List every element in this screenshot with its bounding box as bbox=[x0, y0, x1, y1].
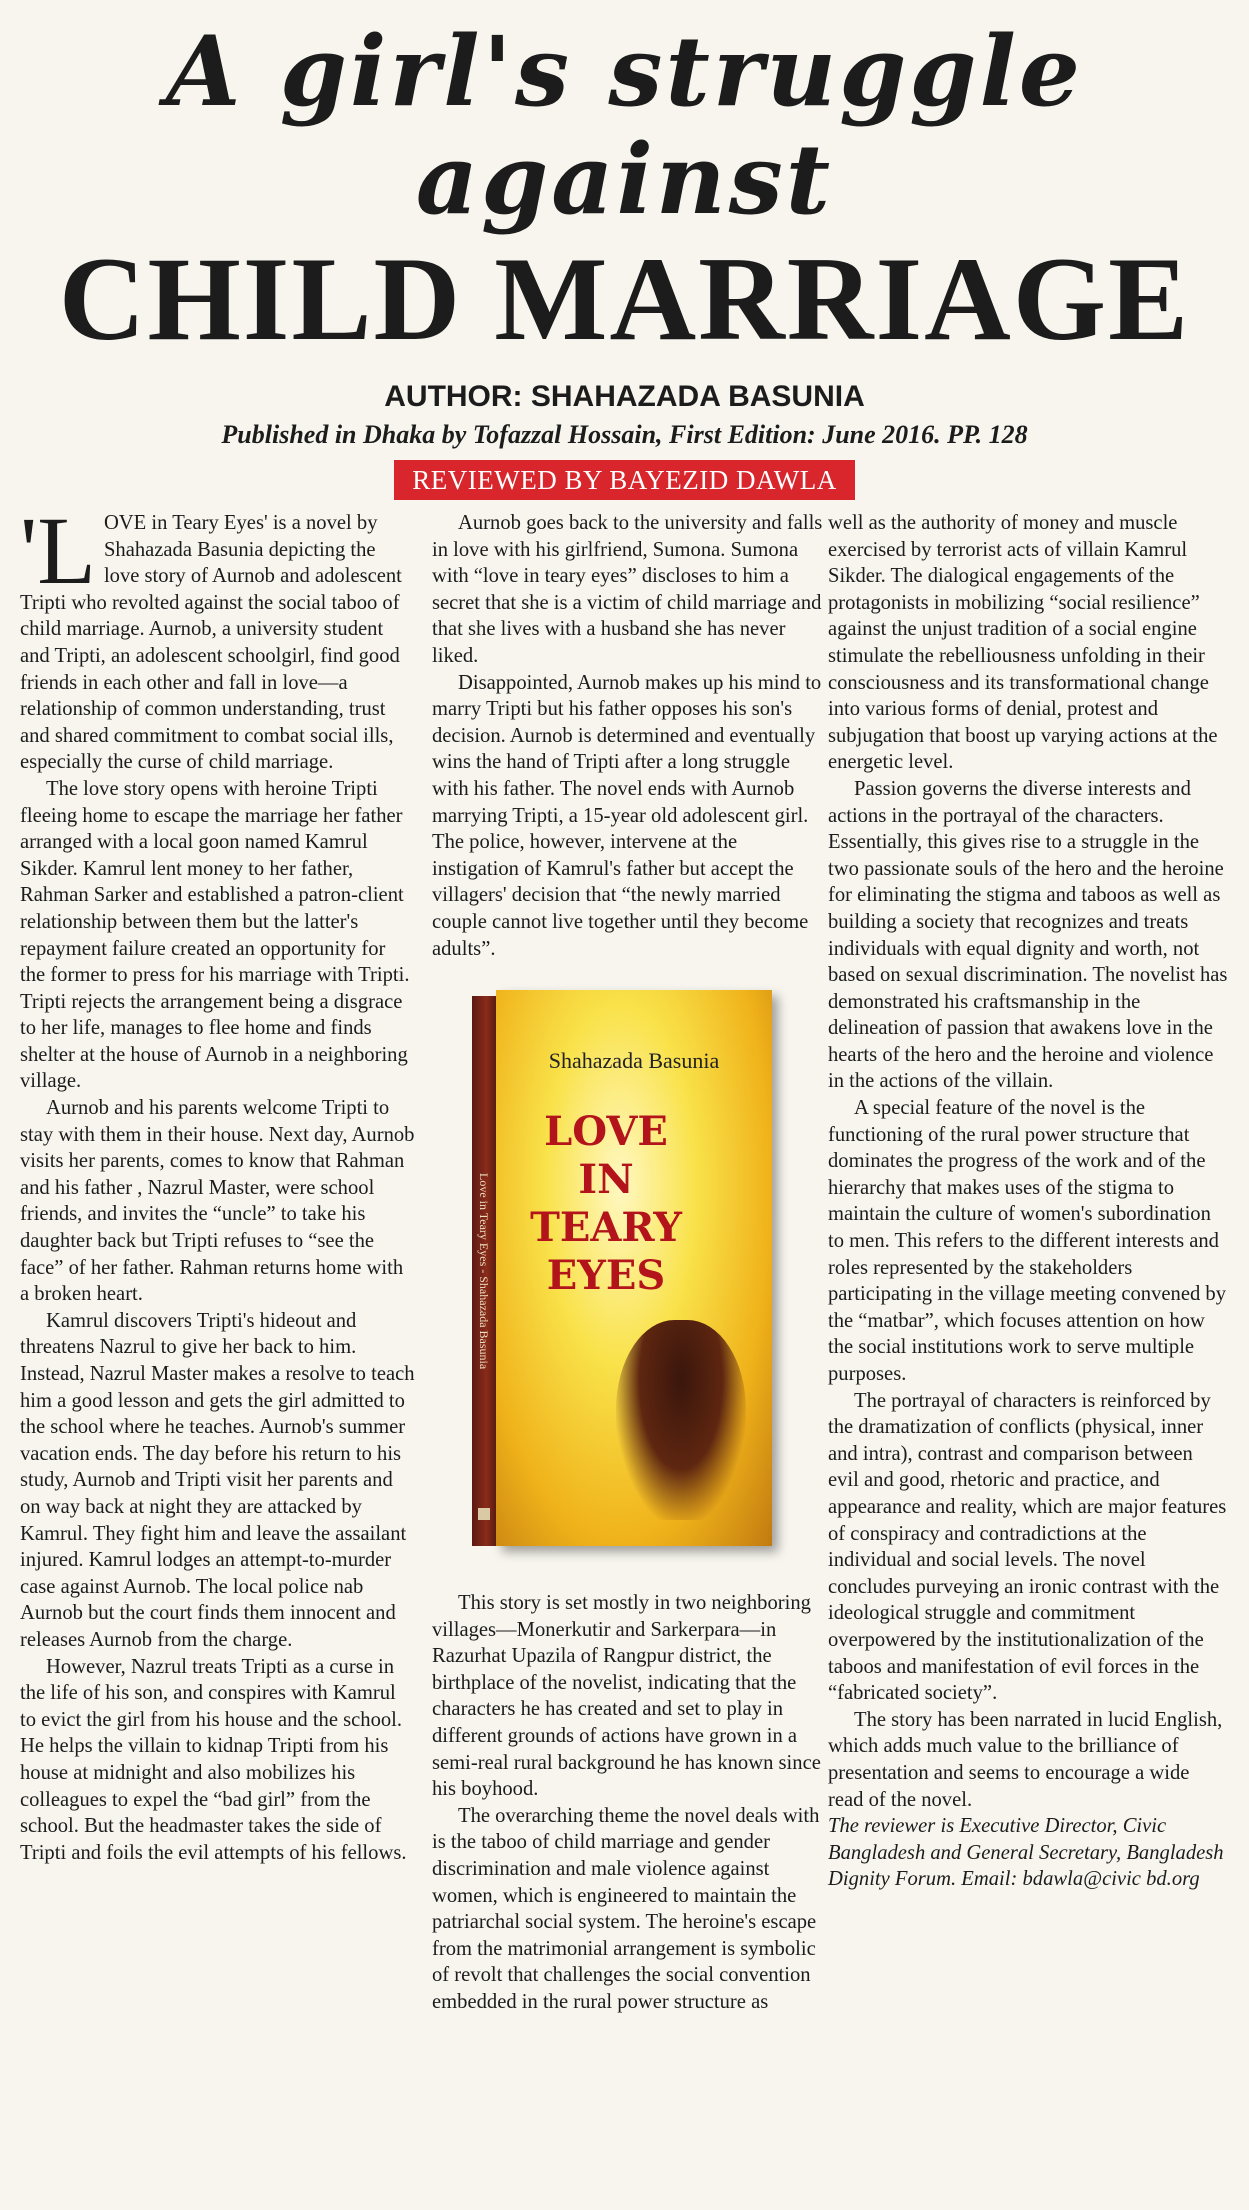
cover-author: Shahazada Basunia bbox=[548, 1048, 720, 1074]
paragraph: Aurnob goes back to the university and falls in love with his girlfriend, Sumona. Sumona with “love in teary eyes” discloses to him a secret that she is a victim of child marriage and that she lives with a husband she has never liked. bbox=[432, 512, 823, 667]
column-3 bbox=[828, 510, 1228, 1893]
paragraph: However, Nazrul treats Tripti as a curse in the life of his son, and conspires with Kamrul to evict the girl from his house and the school. He helps the villain to kidnap Tripti from his house at midnight and also mobilizes his colleagues to expel the “bad girl” from the school. But the headmaster takes the side of Tripti and foils the evil attempts of his fellows. bbox=[20, 1655, 407, 1864]
reviewer-note: The reviewer is Executive Director, Civic Bangladesh and General Secretary, Bangladesh Dignity Forum. Email: bdawla@civic bd.org bbox=[828, 1815, 1224, 1891]
paragraph-text: OVE in Teary Eyes' is a novel by Shahazada Basunia depicting the love story of Aurnob and adolescent Tripti who revolted against the social taboo of child marriage. Aurnob, a university student and Tripti, an adolescent schoolgirl, find good friends in each other and fall in love—a relationship of common understanding, trust and shared commitment to combat social ills, especially the curse of child marriage. bbox=[20, 512, 402, 774]
column-2 bbox=[432, 510, 827, 2016]
drop-cap: 'L bbox=[20, 497, 96, 604]
article-body bbox=[20, 497, 1229, 2210]
cover-title-line: EYES bbox=[546, 1252, 666, 1300]
column-1 bbox=[20, 497, 415, 1866]
headline-line-1: A girl's struggle against bbox=[166, 15, 1083, 236]
book-cover bbox=[496, 990, 772, 1546]
paragraph: The overarching theme the novel deals with is the taboo of child marriage and gender discrimination and male violence against women, which is engineered to maintain the patriarchal social system. The heroine's escape from the matrimonial arrangement is symbolic of revolt that challenges the social convention embedded in the rural power structure as bbox=[432, 1804, 820, 2013]
cover-title bbox=[526, 1108, 686, 1300]
paragraph: well as the authority of money and muscle exercised by terrorist acts of villain Kamrul Sikder. The dialogical engagements of the protagonists in mobilizing “social resilience” against the unjust tradition of a social engine stimulate the rebelliousness unfolding in their consciousness and its transformational change into various forms of denial, protest and subjugation that boost up varying actions at the energetic level. bbox=[828, 512, 1218, 774]
paragraph: This story is set mostly in two neighboring villages—Monerkutir and Sarkerpara—in Razurhat Upazila of Rangpur district, the birthplace of the novelist, indicating that the characters he has created and set to play in different grounds of actions have grown in a semi-real rural background he has known since his boyhood. bbox=[432, 1592, 821, 1801]
paragraph: Passion governs the diverse interests and actions in the portrayal of the characters. Essentially, this gives rise to a struggle in the two passionate souls of the hero and the heroine for eliminating the stigma and taboos as well as building a society that recognizes and treats individuals with equal dignity and worth, not based on sexual discrimination. The novelist has demonstrated his craftsmanship in the delineation of passion that awakens love in the hearts of the hero and the heroine and violence in the actions of the villain. bbox=[828, 777, 1228, 1093]
paragraph: Disappointed, Aurnob makes up his mind to marry Tripti but his father opposes his son's decision. Aurnob is determined and eventually wins the hand of Tripti after a long struggle with his father. The novel ends with Aurnob marrying Tripti, a 15-year old adolescent girl. The police, however, intervene at the instigation of Kamrul's father but accept the villagers' decision that “the newly married couple cannot live together until they become adults”. bbox=[432, 671, 822, 960]
paragraph: The portrayal of characters is reinforced by the dramatization of conflicts (physical, inner and intra), contrast and comparison between evil and good, rhetoric and practice, and appearance and reality, which are major features of conspiracy and contradictions at the individual and social levels. The novel concludes purveying an ironic contrast with the ideological struggle and commitment overpowered by the institutionalization of the taboos and manifestation of evil forces in the “fabricated society”. bbox=[828, 1389, 1227, 1705]
cover-title-line: TEARY bbox=[530, 1204, 682, 1252]
paragraph: The love story opens with heroine Tripti fleeing home to escape the marriage her father arranged with a local goon named Kamrul Sikder. Kamrul lent money to her father, Rahman Sarker and established a patron-client relationship between them but the latter's repayment failure created an opportunity for the former to press for his marriage with Tripti. Tripti rejects the arrangement being a disgrace to her life, manages to flee home and finds shelter at the house of Aurnob in a neighboring village. bbox=[20, 777, 410, 1093]
paragraph bbox=[20, 497, 415, 776]
publisher-logo-icon bbox=[478, 1508, 490, 1520]
girl-silhouette bbox=[616, 1320, 746, 1520]
paragraph: Aurnob and his parents welcome Tripti to stay with them in their house. Next day, Aurnob visits her parents, comes to know that Rahman and his father , Nazrul Master, were school friends, and invites the “uncle” to take his daughter back but Tripti refuses to “see the face” of her father. Rahman returns home with a broken heart. bbox=[20, 1097, 415, 1306]
cover-title-line: IN bbox=[578, 1156, 634, 1204]
author-line: AUTHOR: SHAHAZADA BASUNIA bbox=[384, 380, 865, 413]
book-spine: Love in Teary Eyes - Shahazada Basunia bbox=[472, 996, 496, 1546]
paragraph: Kamrul discovers Tripti's hideout and threatens Nazrul to give her back to him. Instead, Nazrul Master makes a resolve to teach him a good lesson and gets the girl admitted to the school where he teaches. Aurnob's summer vacation ends. The day before his return to his study, Aurnob and Tripti visit her parents and on way back at night they are attacked by Kamrul. They fight him and leave the assailant injured. Kamrul lodges an attempt-to-murder case against Aurnob. The local police nab Aurnob but the court finds them innocent and releases Aurnob from the charge. bbox=[20, 1309, 415, 1651]
paragraph: The story has been narrated in lucid English, which adds much value to the brilliance of presentation and seems to encourage a wide read of the novel. bbox=[828, 1708, 1223, 1811]
book-cover-image bbox=[472, 990, 772, 1550]
reviewer-banner: REVIEWED BY BAYEZID DAWLA bbox=[394, 460, 855, 500]
publication-info: Published in Dhaka by Tofazzal Hossain, First Edition: June 2016. PP. 128 bbox=[221, 420, 1028, 449]
cover-title-line: LOVE bbox=[544, 1108, 668, 1156]
paragraph: A special feature of the novel is the functioning of the rural power structure that dominates the progress of the work and of the hierarchy that makes uses of the stigma to maintain the culture of women's subordination to men. This refers to the different interests and roles represented by the stakeholders participating in the village meeting convened by the “matbar”, which focuses attention on how the social institutions work to serve multiple purposes. bbox=[828, 1097, 1227, 1385]
reviewer-banner-wrap bbox=[20, 460, 1229, 500]
headline-line-2: CHILD MARRIAGE bbox=[58, 232, 1191, 365]
